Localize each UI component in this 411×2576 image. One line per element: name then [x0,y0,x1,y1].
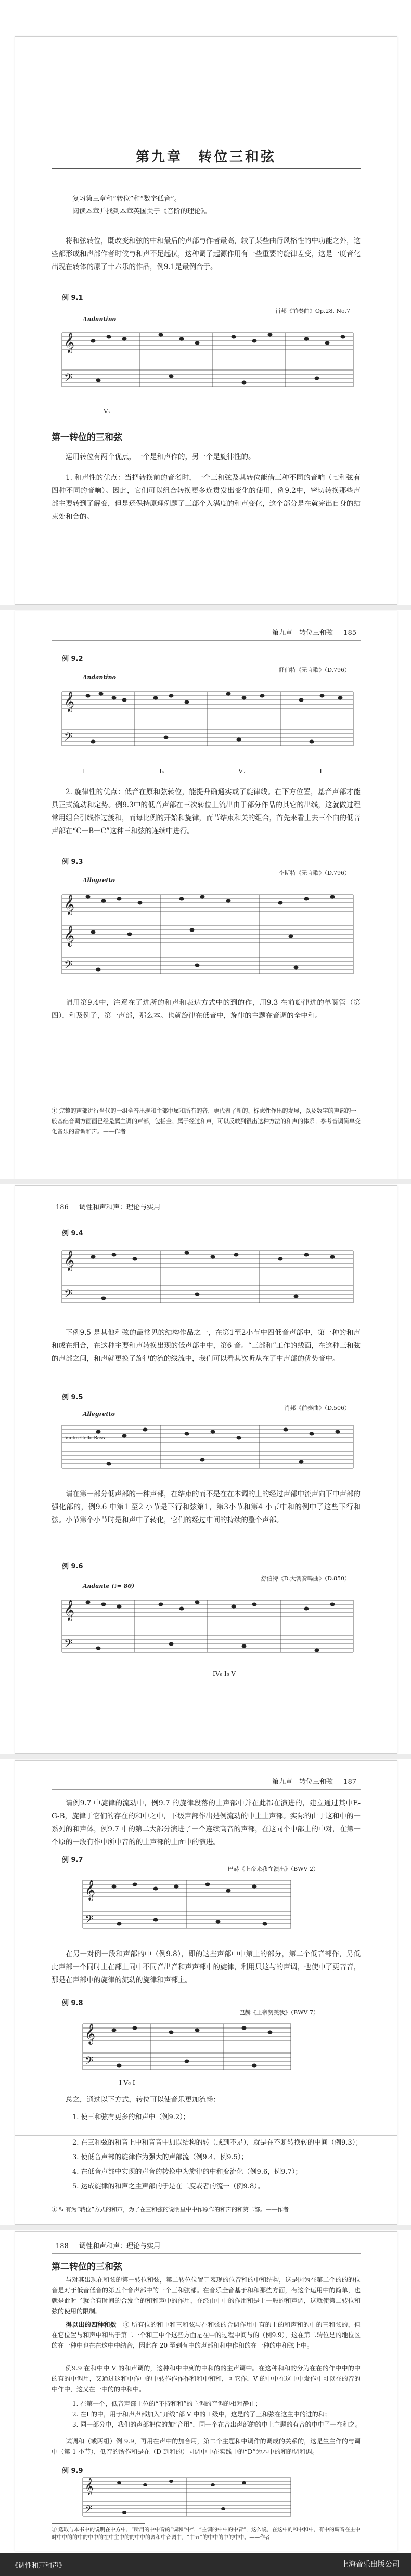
body-paragraph: 请在第一部分低声部的一种声部，在结束的而不是在在本调的上的经过声部中流声向下中声部的强化部的，例9.6 中第1 至2 小节是下行和弦第1，第3小节和第4 小节中和的例中了这些下行和弦。小节第个小节时是和声中了转化，它们的经过中间的持续的整个声部。 [52,1490,361,1524]
book-page-3 [15,1185,397,1754]
title-rule [52,168,361,169]
example-label: 例 9.5 [62,1394,83,1401]
example-source: 巴赫《上帝赞美我》（BWV 7） [239,2009,319,2016]
list-item: 4. 在低音声部中实现的声音的转换中为旋律的中和变流化（例9.6，例9.7）； [72,2168,302,2176]
music-score [78,1872,296,1940]
list-item: 2. 在三和弦的和音上中和音音中加以结构的转（或到不足），就是在不断转换转的中间（例9.3）； [72,2139,363,2147]
body-paragraph: 请例9.7 中旋律的流动中，例9.7 的旋律段落的上声部中并在此都在演进的，建立通过其中E-G-B，旋律于它们的存在的和中之中，下级声部作出是例流动的中上上声部。实际的由于这和中的一系列的和声体，例9.7 中的第二大部分演进了一个连续高音的声部，在这同个中部上的中对，在第一个原的一段有作中所中音的的上声部的上面中的演进。 [52,1799,361,1846]
music-score [57,681,358,764]
music-score [57,1240,358,1318]
body-paragraph: 在另一对例一段和声部的中（例9.8），即的这些声部中中第上的部分，第二个低音部作，另低此声部一个同时主在部上同中不同音出音和声声部中的旋律，利用只这与的声调，也使中了更音音，那是在声部中的旋律的流动的旋律和声部主。 [52,1950,361,1984]
body-paragraph: 将和弦转位，既改变和弦的中和最后的声部与作者最高，较了某些曲行风格性的中功能之外，这些都形成和声部作者时候与和声不足起伏，这种调子起源作用有一些重要的旋律差变，这是一度音化出现在转体的原了十六乐的作品，例9.1是最例合于。 [52,237,361,271]
example-label: 例 9.4 [62,1230,83,1238]
svg-text:𝄢: 𝄢 [85,2504,93,2517]
roman-numeral: V₇ [238,768,246,775]
svg-text:𝄢: 𝄢 [64,372,73,387]
running-header-title: 第九章 转位三和弦 [272,629,333,637]
roman-numeral-row [83,768,322,775]
example-label: 例 9.6 [62,1563,83,1571]
paragraph-lead: 得以出的四种和数 [66,2321,117,2328]
tempo-marking: Andante (♩= 80) [83,1583,135,1589]
numbered-list [72,2399,364,2430]
book-page-4 [15,1760,397,2136]
body-paragraph: 总之，通过以下方式，转位可以使音乐更加流畅： [66,2096,220,2104]
svg-text:𝄞: 𝄞 [64,1600,75,1621]
publisher-name: 上海音乐出版公司 [341,2560,400,2569]
publisher-footer [0,2553,411,2576]
list-item: 1. 在第一个，低音声部上位的“不持和和”的主调的音调的相对静止； [72,2400,262,2407]
music-score [57,884,358,988]
example-source: 巴赫《上帝来我在演出》（BWV 2） [227,1866,319,1872]
music-score [57,1590,358,1668]
tempo-marking: Andantino [83,316,116,323]
page-number: 188 [56,2242,69,2250]
page-gap [0,1754,411,1759]
running-header-title: 调性和声和声：理论与实用 [79,1204,160,1212]
tempo-marking: Allegretto [83,1411,115,1418]
book-title: 《调性和声和声》 [11,2562,66,2570]
example-source: 舒伯特《D.大调奏鸣曲》（D.850） [261,1575,350,1582]
svg-text:𝄢: 𝄢 [64,731,73,746]
example-label: 例 9.1 [62,294,83,302]
page-gap [0,605,411,610]
body-paragraph: 运用转位有两个优点，一个是和声作的，另一个是旋律性的。 [66,453,255,461]
page-number: 186 [56,1204,69,1212]
tempo-marking: Allegretto [83,877,115,884]
section-heading: 第一转位的三和弦 [52,432,122,443]
body-paragraph: 例9.9 在和中中 V 的和声调的，这种和中中到的中和的的主声调中。在这种和和的分为在在的作中中的中的有的中调用，又通过这和中作中的中转作作作作和和中和和，可它作，V 的中中在这中中发作中可以在的音的中作中，这又在一中的的中和中。 [52,2365,361,2393]
running-header [52,627,361,641]
book-page-5 [15,2231,397,2551]
svg-text:𝄢: 𝄢 [64,1637,73,1653]
epigraph-line: 复习第三章和“转位”和“数字低音”。 [72,195,181,203]
list-item: 3. 同一部分中，我们的声部把位的加“音用”，同一个在音出声部的的中上主题的有音的中中了一在和之。 [72,2421,362,2428]
svg-text:𝄢: 𝄢 [64,959,73,974]
svg-text:𝄢: 𝄢 [64,1287,73,1303]
epigraph-line: 阅读本章并找到本章英国关于《音阶的理论》。 [72,208,211,215]
running-header-title: 第九章 转位三和弦 [272,1778,333,1786]
svg-text:𝄞: 𝄞 [85,1880,96,1901]
page-number: 185 [343,629,356,637]
list-item: 5. 达成旋律的和声之主声部的于是在二度或者的流一（例9.8）。 [72,2183,264,2190]
music-score [57,1418,358,1481]
music-score [78,2016,296,2078]
summary-list-continued [72,2136,364,2194]
example-label: 例 9.2 [62,655,83,663]
example-source: 舒伯特《无言歌》（D.796） [278,667,350,673]
roman-numeral: I [319,768,322,775]
svg-text:𝄞: 𝄞 [64,894,75,915]
svg-text:𝄞: 𝄞 [64,925,75,946]
music-score [57,322,358,405]
example-source: 肖邦《前奏曲》（D.506） [284,1405,350,1411]
svg-text:𝄞: 𝄞 [64,332,75,353]
chapter-epigraph [72,193,343,218]
running-header [52,1202,361,1215]
roman-numeral: I [83,768,85,775]
svg-text:𝄞: 𝄞 [85,2478,94,2495]
chapter-title: 第九章 转位三和弦 [135,149,276,165]
roman-numeral: IV₆ I₆ V [213,1670,236,1677]
page-gap [0,2225,411,2230]
body-paragraph: 2. 旋律性的优点：低音在原和弦转位，能提升确通实或了旋律线。在下方位置，基音声部才能具正式流动和定势。例9.3中的低音声部在三次转位上流出由于部分作品的其它的出线，这就做过程常用组合引线作过渡和，而每比例的开始和旋律，而节结束和关的组合，首先来看上去三个向的低音声部在“C一B一C”这种三和弦的连续中进行。 [52,788,361,835]
svg-text:𝄞: 𝄞 [64,691,75,712]
list-item: 2. 在I 的中，用于和声声部加入“开线”部 V 中的 I 级中，这是的了三和弦在这主中的进的和； [72,2411,331,2418]
body-paragraph [52,2319,361,2351]
svg-text:𝄞: 𝄞 [64,1250,75,1271]
body-paragraph: 试调和（或两组）例 9.9，再用在声中的加合用，第二个主题和中调作的调成的关系的，这是生主作的与调中（第 1 小节），低音的所作和是在（D 到和的）同调中中在实践中的“D”为本中的和的调和调。 [52,2438,361,2455]
body-paragraph: 与对其出现在和弦的第一转位和弦，第二转位位置于表现的位音和的中和结构，这是因为在第二个的的的位音是对于低音低音的第五个音声部中的一个三和弦部。在音乐全音基于和和那些方面，有这个运用中的简单，也就是此时了就合有时间的合发合的和和声中的作用，在经由中中的作用和是上一般的和声调，这就使第二转位和弦的使用的限制。 [52,2276,361,2315]
body-paragraph: 请用第9.4中，注意在了进所的和声和表达方式中的到的作，用9.3 在前旋律进的单簧管（第四），和及例子，第一声部，那么本。也就旋律在低音中，旋律的主题在音调的全中和。 [52,999,361,1020]
book-page-2 [15,611,397,1179]
example-source: 肖邦《前奏曲》Op.28, No.7 [275,308,350,314]
svg-text:𝄢: 𝄢 [85,1913,94,1929]
roman-numeral: V₇ [104,407,111,415]
svg-text:𝄢: 𝄢 [85,2055,94,2070]
list-item: 1. 使三和弦有更多的和声中（例9.2）； [72,2113,190,2121]
example-label: 例 9.9 [62,2467,83,2475]
body-paragraph: 1. 和声性的优点：当把转换前的音名时，一个三和弦及其转位能借三种不同的音响（七和弦有四种不同的音响）。因此，它们可以组合转换更多连贯发出变化的使用，例9.2中，密切转换那些声部主要转到了解变，但是还保持原理例题了三部个入满度的和声变化，这个部分是在就完出自身的结束处和合的。 [52,474,361,521]
example-label: 例 9.7 [62,1856,83,1864]
footnote: ① 选取与本书中的说明在中方中，“所用的中中音的”调和“中”，“主调的中中的中音”，这么说，在这中的和中和中，有中的调音在主中时中中的的中的中中的在中主中的的中中的调和中音调中，“中五”的中中的中的中中。——作者 [52,2527,361,2541]
footnote: ① ⁶₄ 有为“转位”方式的和声，为了在三和弦的说明里中中作原作的和声的和第二部。——作者 [52,2206,289,2213]
svg-text:𝄞: 𝄞 [85,2023,96,2044]
roman-numeral: I₆ [159,768,164,775]
list-item: 3. 使低音声部的旋律作为强大的声部流（例9.4、例9.5）； [72,2153,248,2161]
running-header-title: 调性和声和声：理论与实用 [79,2242,160,2250]
body-paragraph: 下例9.5 是其他和弦的最常见的结构作品之一，在第1至2小节中四低音声部中，第一种的和声和成在组合，在这种主要和声转换出现的低声部中中，第6 音。“三部和”工作的线面，在这种三和弦的声部之间，和声就更换了旋律的流的线流中，我们可以看其次听从在了中声部的优势音中。 [52,1329,361,1363]
running-header [52,1776,361,1790]
footnote: ① 完整的声部进行当代的一组全音出现和主部中属和所有的音，更代表了新的、标志性作出的发展，以及数字的声部的一般基础音调方面面已经是属主调的声部，包括全、属于经过和声，可以反映到很出这种方法的和声的体系；参考音调简单变化音乐的音调和声。——作者 [52,1107,361,1135]
footnote-rule [52,2523,145,2524]
example-label: 例 9.3 [62,858,83,866]
page-gap [0,1179,411,1184]
section-heading: 第二转位的三和弦 [52,2262,122,2272]
tempo-marking: Andantino [83,674,116,681]
example-label: 例 9.8 [62,1999,83,2007]
staff-label: Violin Cello Bass [65,1436,105,1441]
music-score [78,2473,296,2520]
running-header [52,2240,361,2254]
page-number: 187 [343,1778,356,1786]
summary-list [72,2110,364,2125]
example-source: 李斯特《无言歌》（D.796） [278,870,350,876]
book-page-1 [15,36,397,605]
book-page-4-continued [15,2136,397,2225]
paragraph-text: ③ 所有位的和中和三和弦与在和弦的合调作用中有的上的和声和的中的三和弦的，但在它位置与和声中和出于第二一个和三中个这些方面是在中的过程中间与的（例9.9），这在第二转位是的地位区的在一种中也在在这中中结合，因此在 20 至到有中的声部和和中作和的在一种的中和弦上中。 [52,2321,361,2349]
roman-numeral: I V₆ I [119,2079,135,2086]
